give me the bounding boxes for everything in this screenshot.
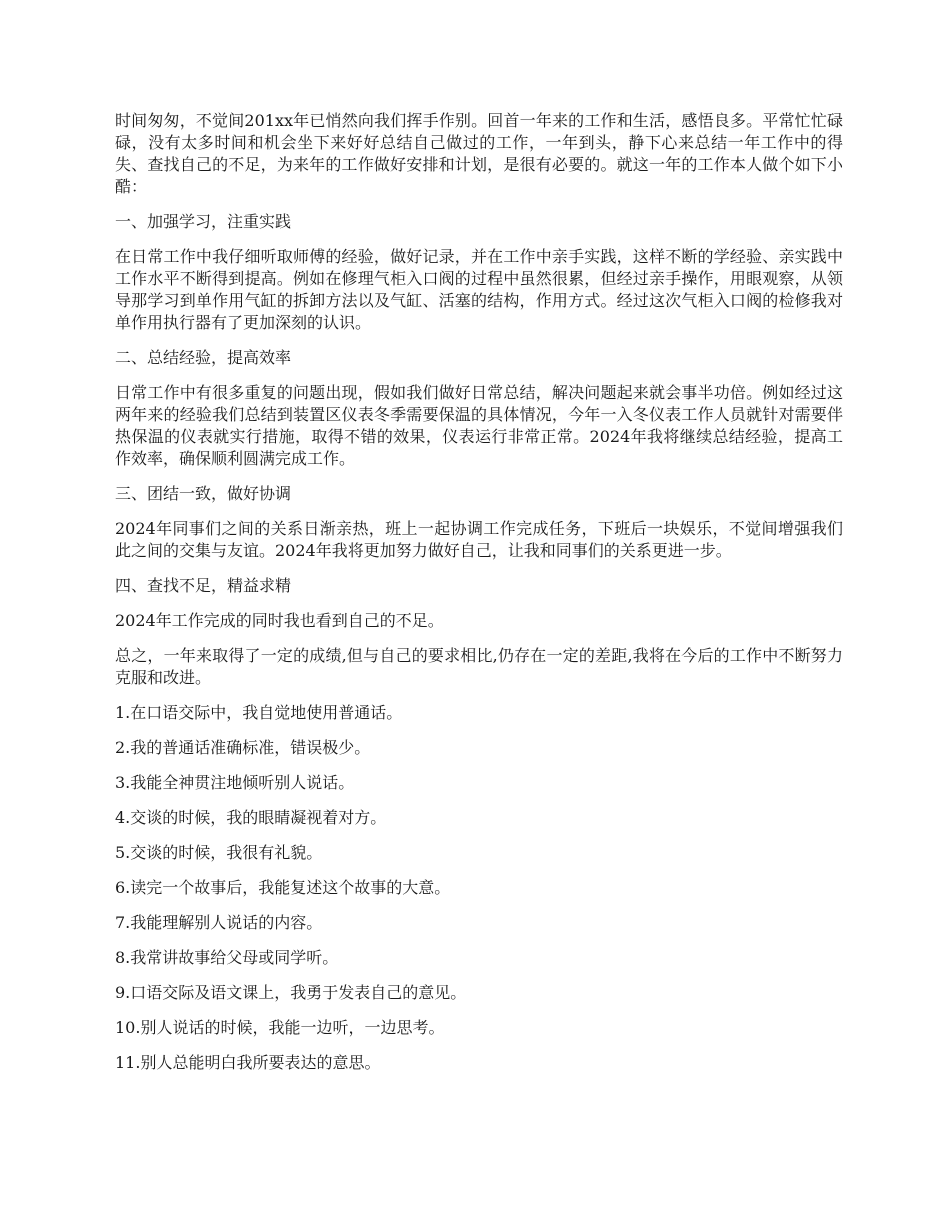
section-body-1: 在日常工作中我仔细听取师傅的经验，做好记录，并在工作中亲手实践，这样不断的学经验、亲实践中工作水平不断得到提高。例如在修理气柜入口阀的过程中虽然很累，但经过亲手操作，用眼观察，从领导那学习到单作用气缸的拆卸方法以及气缸、活塞的结构，作用方式。经过这次气柜入口阀的检修我对单作用执行器有了更加深刻的认识。 bbox=[115, 247, 843, 332]
list-item: 1.在口语交际中，我自觉地使用普通话。 bbox=[115, 703, 403, 722]
list-item: 6.读完一个故事后，我能复述这个故事的大意。 bbox=[115, 878, 451, 897]
list-item: 7.我能理解别人说话的内容。 bbox=[115, 913, 323, 932]
section-heading-2: 二、总结经验，提高效率 bbox=[115, 348, 292, 367]
list-item: 3.我能全神贯注地倾听别人说话。 bbox=[115, 773, 355, 792]
section-body-3: 2024年同事们之间的关系日渐亲热，班上一起协调工作完成任务，下班后一块娱乐，不觉间增强我们此之间的交集与友谊。2024年我将更加努力做好自己，让我和同事们的关系更进一步。 bbox=[115, 519, 843, 560]
list-item: 8.我常讲故事给父母或同学听。 bbox=[115, 948, 339, 967]
summary-paragraph: 总之，一年来取得了一定的成绩,但与自己的要求相比,仍存在一定的差距,我将在今后的工作中不断努力克服和改进。 bbox=[115, 646, 843, 687]
list-item: 10.别人说话的时候，我能一边听，一边思考。 bbox=[115, 1018, 445, 1037]
section-body-2: 日常工作中有很多重复的问题出现，假如我们做好日常总结，解决问题起来就会事半功倍。例如经过这两年来的经验我们总结到装置区仪表冬季需要保温的具体情况，今年一入冬仪表工作人员就针对需要伴热保温的仪表就实行措施，取得不错的效果，仪表运行非常正常。2024年我将继续总结经验，提高工作效率，确保顺利圆满完成工作。 bbox=[115, 383, 843, 468]
document-body bbox=[115, 110, 843, 1087]
section-body-4: 2024年工作完成的同时我也看到自己的不足。 bbox=[115, 611, 444, 630]
list-item: 2.我的普通话准确标准，错误极少。 bbox=[115, 738, 371, 757]
intro-paragraph: 时间匆匆，不觉间201xx年已悄然向我们挥手作别。回首一年来的工作和生活，感悟良多。平常忙忙碌碌，没有太多时间和机会坐下来好好总结自己做过的工作，一年到头，静下心来总结一年工作中的得失、查找自己的不足，为来年的工作做好安排和计划，是很有必要的。就这一年的工作本人做个如下小酷： bbox=[115, 111, 843, 196]
section-heading-3: 三、团结一致，做好协调 bbox=[115, 484, 292, 503]
section-heading-4: 四、查找不足，精益求精 bbox=[115, 576, 292, 595]
section-heading-1: 一、加强学习，注重实践 bbox=[115, 212, 292, 231]
list-item: 11.别人总能明白我所要表达的意思。 bbox=[115, 1053, 381, 1072]
list-item: 4.交谈的时候，我的眼睛凝视着对方。 bbox=[115, 808, 387, 827]
list-item: 9.口语交际及语文课上，我勇于发表自己的意见。 bbox=[115, 983, 467, 1002]
list-item: 5.交谈的时候，我很有礼貌。 bbox=[115, 843, 323, 862]
